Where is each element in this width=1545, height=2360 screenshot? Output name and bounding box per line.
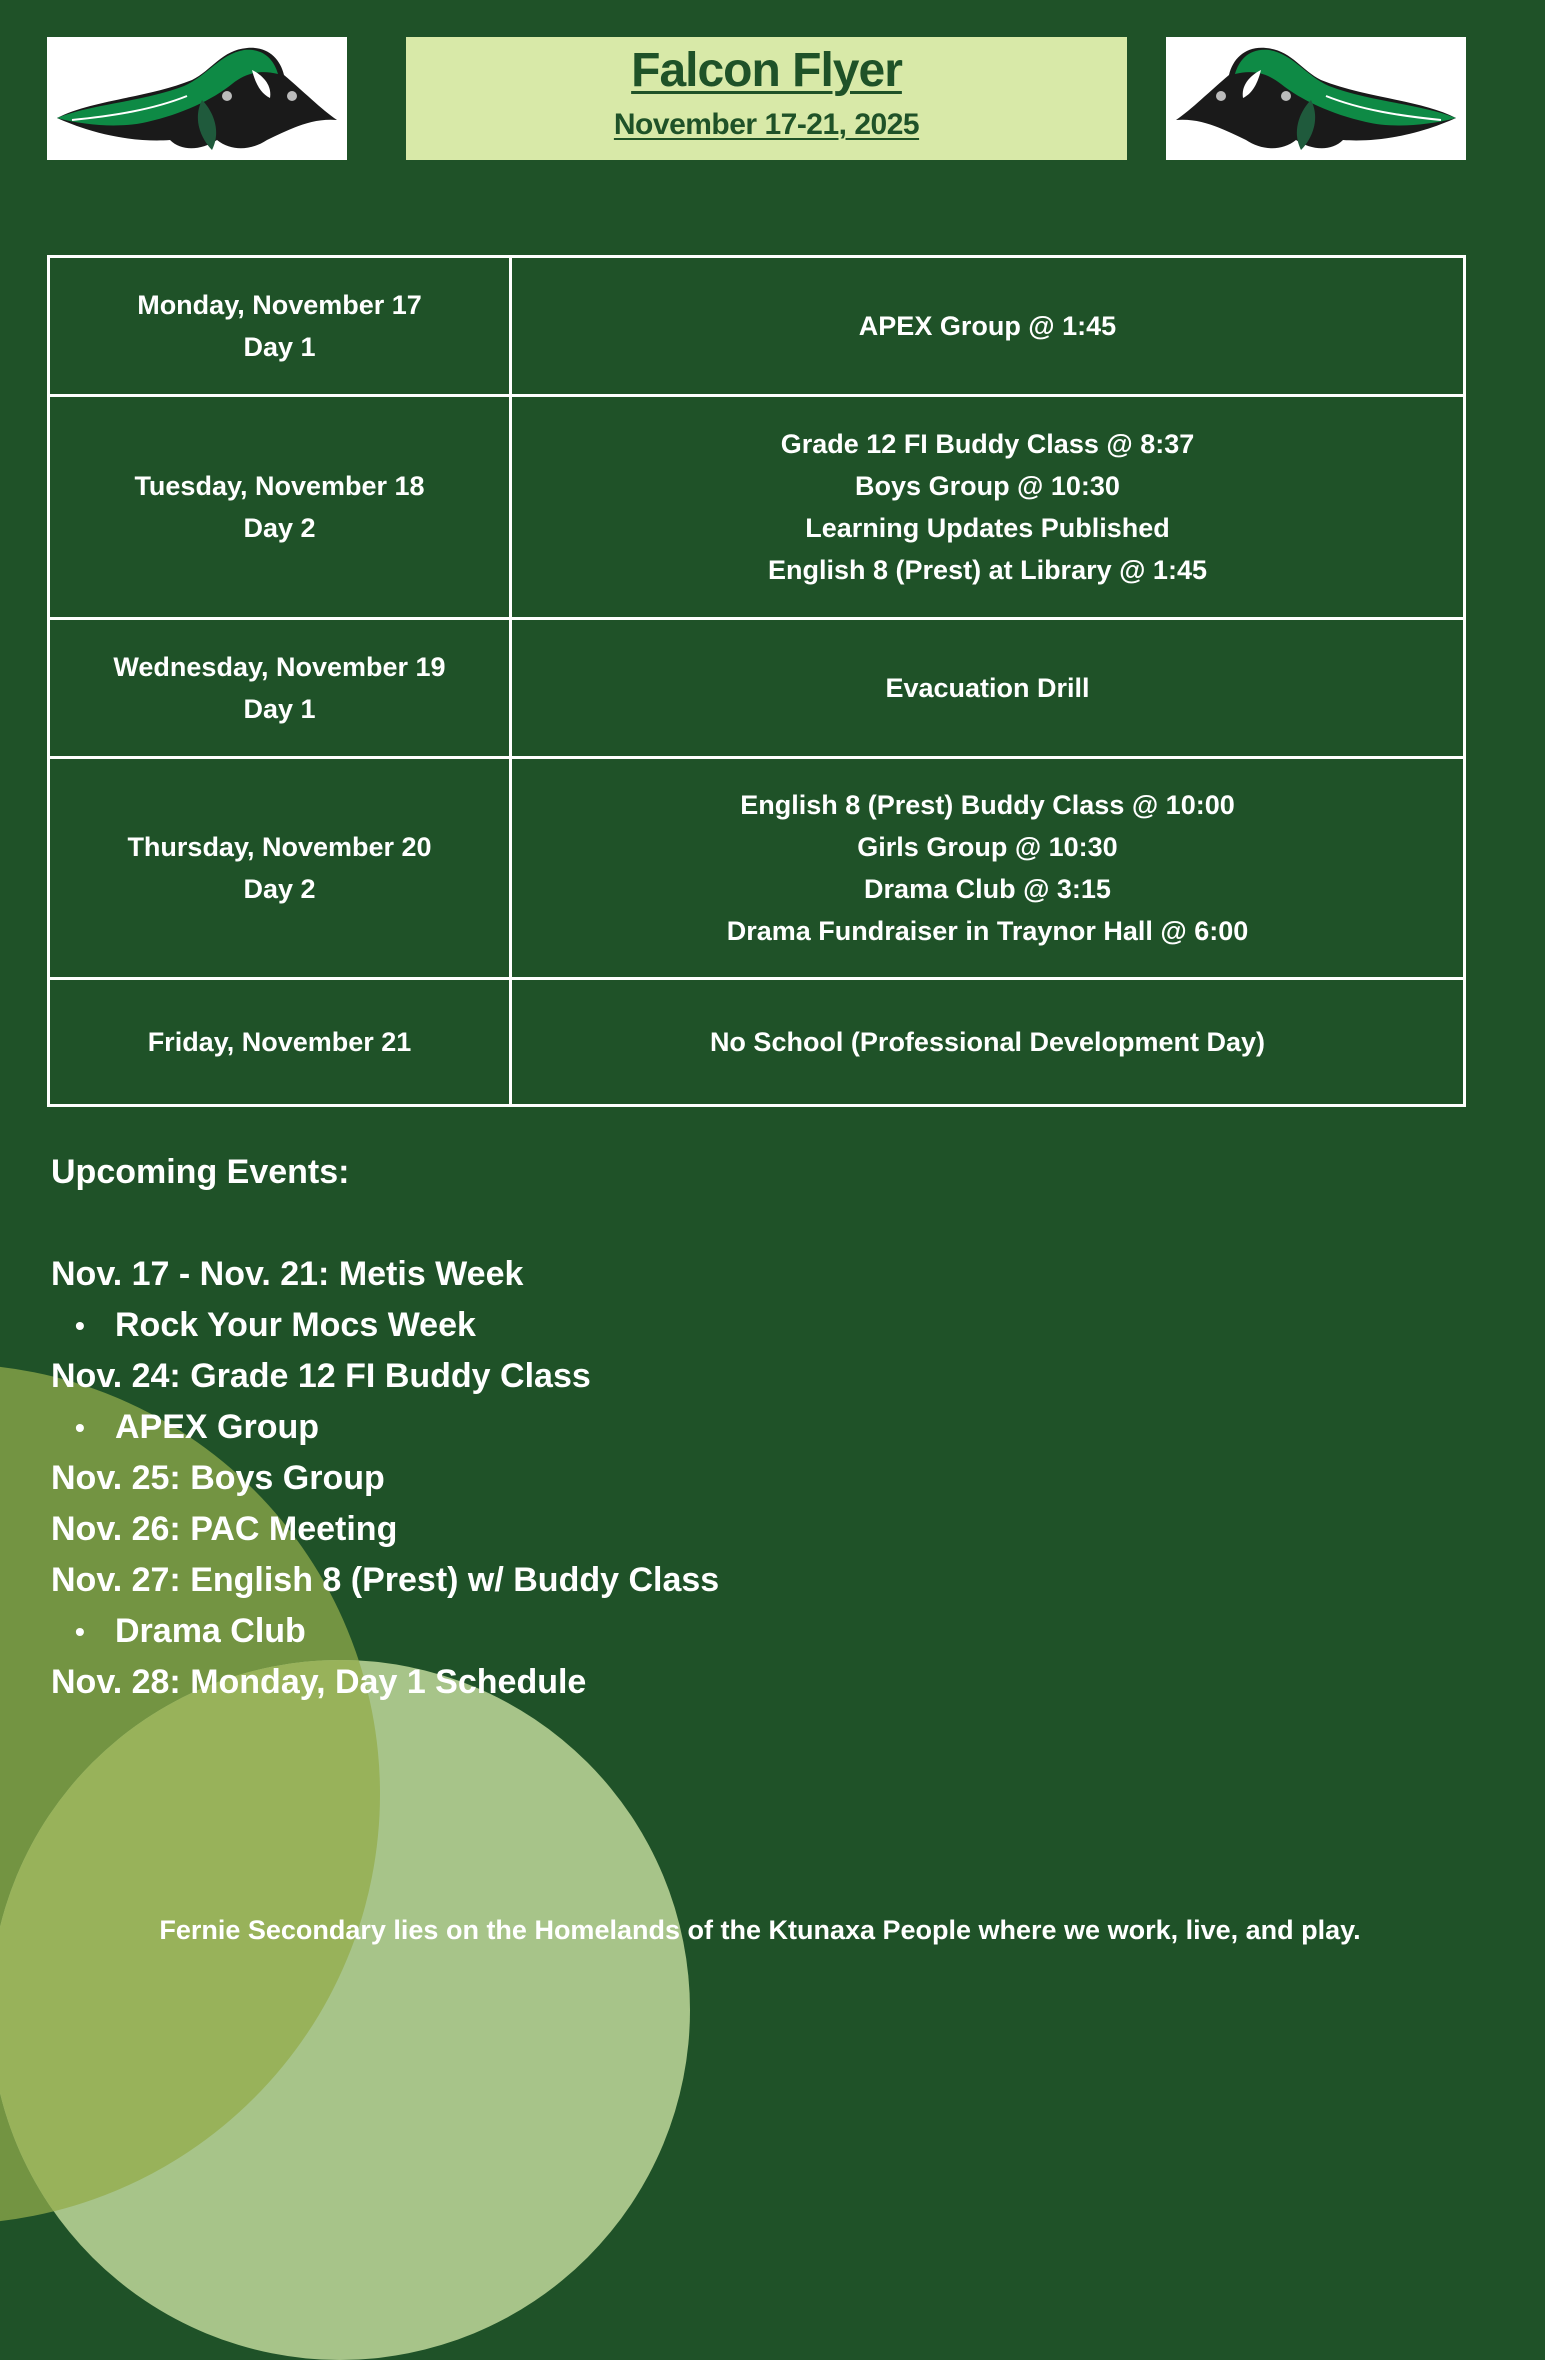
newsletter-title: Falcon Flyer	[631, 44, 902, 97]
events-cell	[511, 396, 1465, 619]
falcon-logo-right	[1166, 37, 1466, 160]
schedule-row-friday	[49, 979, 1465, 1106]
day-label: Wednesday, November 19	[113, 652, 446, 682]
day-label: Friday, November 21	[147, 1027, 412, 1057]
events-cell	[511, 758, 1465, 979]
events-cell	[511, 979, 1465, 1106]
event-item: Evacuation Drill	[885, 673, 1090, 703]
event-item: Girls Group @ 10:30	[857, 832, 1118, 862]
event-item: Learning Updates Published	[805, 513, 1170, 543]
bullet-icon: •	[75, 1412, 85, 1443]
newsletter-header	[406, 37, 1127, 160]
upcoming-events-section	[51, 1147, 951, 1708]
day-cell	[49, 758, 511, 979]
bullet-icon: •	[75, 1310, 85, 1341]
day-number: Day 1	[243, 694, 316, 724]
falcon-mascot-icon	[52, 40, 342, 158]
schedule-row-tuesday	[49, 396, 1465, 619]
upcoming-events-heading: Upcoming Events:	[51, 1153, 350, 1191]
day-number: Day 1	[243, 332, 316, 362]
bullet-icon: •	[75, 1616, 85, 1647]
sub-event-label: APEX Group	[115, 1408, 320, 1446]
upcoming-event: Nov. 26: PAC Meeting	[51, 1510, 398, 1548]
day-number: Day 2	[243, 513, 316, 543]
weekly-schedule-table	[47, 255, 1466, 1107]
day-label: Thursday, November 20	[127, 832, 432, 862]
day-cell	[49, 619, 511, 758]
event-item: APEX Group @ 1:45	[858, 311, 1117, 341]
upcoming-event: Nov. 27: English 8 (Prest) w/ Buddy Class	[51, 1561, 720, 1599]
event-item: Boys Group @ 10:30	[855, 471, 1120, 501]
schedule-row-wednesday	[49, 619, 1465, 758]
day-cell	[49, 979, 511, 1106]
sub-event-label: Rock Your Mocs Week	[115, 1306, 476, 1344]
day-cell	[49, 396, 511, 619]
event-item: Drama Club @ 3:15	[864, 874, 1111, 904]
event-item: No School (Professional Development Day)	[709, 1027, 1266, 1057]
event-item: English 8 (Prest) at Library @ 1:45	[768, 555, 1207, 585]
upcoming-sub-event	[51, 1300, 951, 1351]
day-label: Monday, November 17	[137, 290, 422, 320]
day-cell	[49, 257, 511, 396]
upcoming-sub-event	[51, 1402, 951, 1453]
sub-event-label: Drama Club	[115, 1612, 306, 1650]
day-label: Tuesday, November 18	[134, 471, 425, 501]
newsletter-date-range: November 17-21, 2025	[613, 108, 920, 141]
upcoming-event: Nov. 25: Boys Group	[51, 1459, 385, 1497]
upcoming-event: Nov. 24: Grade 12 FI Buddy Class	[51, 1357, 591, 1395]
schedule-row-monday	[49, 257, 1465, 396]
upcoming-sub-event	[51, 1606, 951, 1657]
land-acknowledgement: Fernie Secondary lies on the Homelands of the Ktunaxa People where we work, live, and play.	[159, 1915, 1361, 1945]
events-cell	[511, 257, 1465, 396]
upcoming-event: Nov. 17 - Nov. 21: Metis Week	[51, 1255, 524, 1293]
upcoming-event: Nov. 28: Monday, Day 1 Schedule	[51, 1663, 587, 1701]
event-item: English 8 (Prest) Buddy Class @ 10:00	[740, 790, 1235, 820]
events-cell	[511, 619, 1465, 758]
falcon-logo-left	[47, 37, 347, 160]
event-item: Grade 12 FI Buddy Class @ 8:37	[780, 429, 1195, 459]
day-number: Day 2	[243, 874, 316, 904]
falcon-mascot-icon	[1171, 40, 1461, 158]
event-item: Drama Fundraiser in Traynor Hall @ 6:00	[726, 916, 1249, 946]
schedule-row-thursday	[49, 758, 1465, 979]
